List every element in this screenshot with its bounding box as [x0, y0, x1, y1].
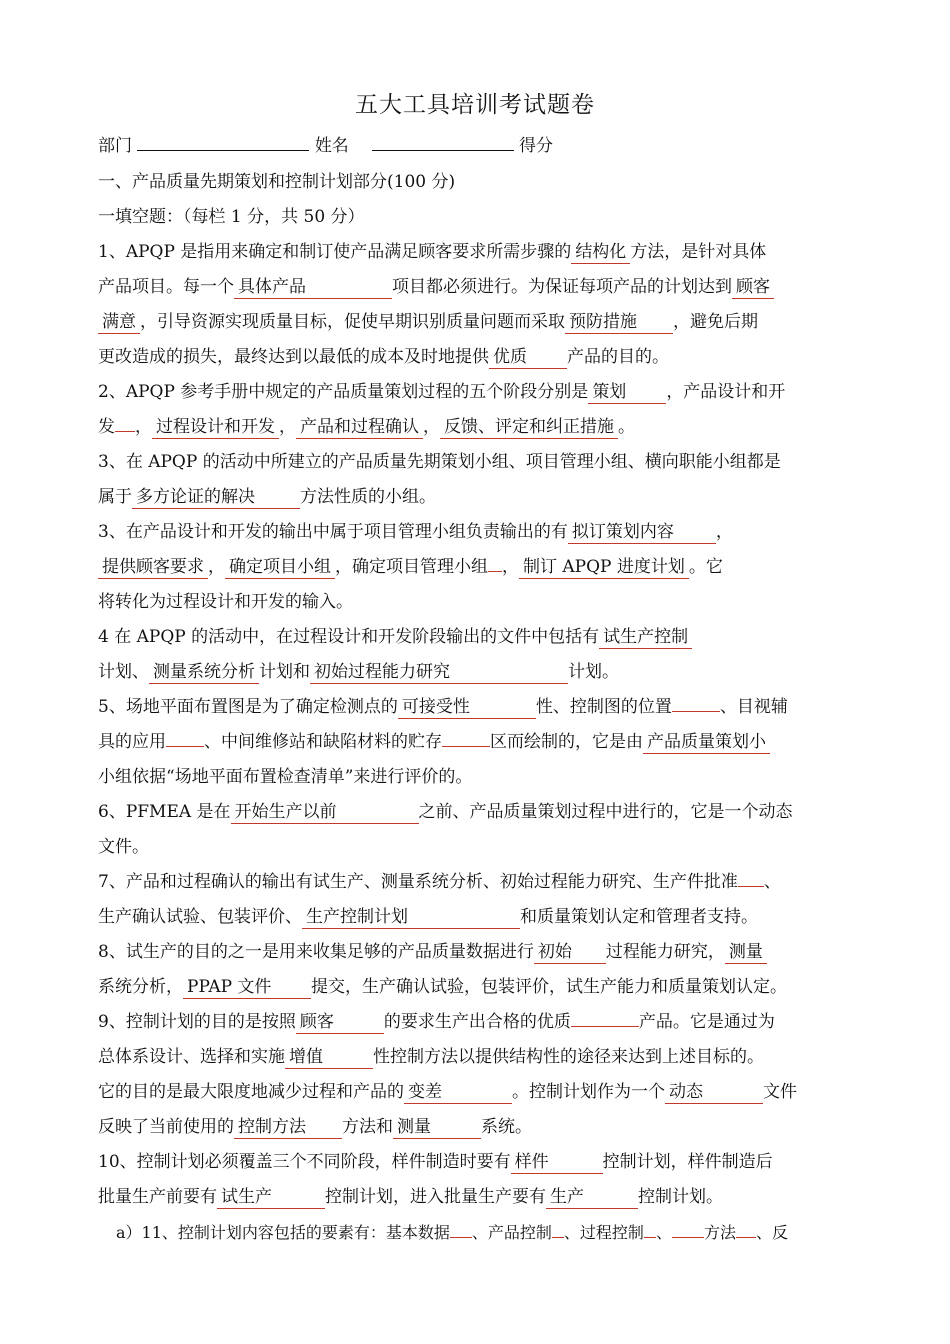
name-label: 姓名	[314, 136, 349, 156]
q9-line4: 反映了当前使用的 控制方法 方法和 测量 系统。	[98, 1117, 532, 1137]
answer: 制订 APQP 进度计划	[519, 556, 689, 579]
answer-blank	[644, 1237, 656, 1238]
answer-blank	[166, 746, 204, 747]
q8-line2: 系统分析， PPAP 文件 提交，生产确认试验，包装评价，试生产能力和质量策划认定。	[98, 977, 787, 997]
q10-line1: 10、控制计划必须覆盖三个不同阶段，样件制造时要有 样件 控制计划，样件制造后	[98, 1152, 773, 1172]
answer: 试生产控制	[599, 626, 692, 649]
fill-intro: 一填空题：（每栏 1 分，共 50 分）	[98, 207, 365, 227]
q11-line1: a）11、控制计划内容包括的要素有：基本数据 、产品控制 、过程控制 、 方法 、反	[116, 1223, 788, 1242]
answer-blank	[488, 571, 502, 572]
answer: 生产	[546, 1186, 638, 1209]
q7-line1: 7、产品和过程确认的输出有试生产、测量系统分析、初始过程能力研究、生产件批准 、	[98, 872, 781, 892]
answer: 过程设计和开发	[152, 416, 279, 439]
q9-line1: 9、控制计划的目的是按照 顾客 的要求生产出合格的优质 产品。它是通过为	[98, 1012, 775, 1032]
answer-blank	[738, 886, 764, 887]
answer: 反馈、评定和纠正措施	[440, 416, 618, 439]
answer: 确定项目小组	[225, 556, 335, 579]
q2-line1: 2、APQP 参考手册中规定的产品质量策划过程的五个阶段分别是 策划 ，产品设计和开	[98, 382, 786, 402]
q6-line2: 文件。	[98, 837, 149, 857]
answer: 生产控制计划	[302, 906, 520, 929]
answer-blank	[115, 431, 135, 432]
answer-blank	[552, 1237, 564, 1238]
answer: 结构化	[571, 241, 630, 264]
answer: 试生产	[217, 1186, 325, 1209]
q4-line1: 4 在 APQP 的活动中，在过程设计和开发阶段输出的文件中包括有 试生产控制	[98, 622, 858, 652]
answer: 开始生产以前	[231, 801, 419, 824]
answer: 动态	[665, 1081, 763, 1104]
dept-field[interactable]	[137, 150, 309, 151]
q3b-line3: 将转化为过程设计和开发的输入。	[98, 592, 353, 612]
answer-blank	[450, 1237, 472, 1238]
q1-line3: 满意 ，引导资源实现质量目标，促使早期识别质量问题而采取 预防措施 ，避免后期	[98, 307, 858, 337]
answer: 产品质量策划小	[643, 731, 770, 754]
answer: 满意	[98, 311, 140, 334]
q10-line2: 批量生产前要有 试生产 控制计划，进入批量生产要有 生产 控制计划。	[98, 1187, 723, 1207]
q7-line2: 生产确认试验、包装评价、 生产控制计划 和质量策划认定和管理者支持。	[98, 907, 758, 927]
answer: 预防措施	[565, 311, 673, 334]
answer: 控制方法	[234, 1116, 342, 1139]
name-field[interactable]	[372, 150, 514, 151]
answer: PPAP 文件	[183, 976, 311, 999]
answer: 可接受性	[398, 696, 536, 719]
q5-line1: 5、场地平面布置图是为了确定检测点的 可接受性 性、控制图的位置 、目视辅	[98, 697, 788, 717]
q3b-line2: 提供顾客要求 ， 确定项目小组 ，确定项目管理小组 ， 制订 APQP 进度计划 。它	[98, 552, 858, 582]
answer-blank	[571, 1026, 639, 1027]
q9-line2: 总体系设计、选择和实施 增值 性控制方法以提供结构性的途径来达到上述目标的。	[98, 1047, 764, 1067]
q5-line2: 具的应用 、中间维修站和缺陷材料的贮存 区而绘制的，它是由 产品质量策划小	[98, 727, 858, 757]
answer: 提供顾客要求	[98, 556, 208, 579]
answer: 拟订策划内容	[568, 521, 716, 544]
q9-line3: 它的目的是最大限度地减少过程和产品的 变差 。控制计划作为一个 动态 文件	[98, 1082, 797, 1102]
q4-line2: 计划、 测量系统分析 计划和 初始过程能力研究 计划。	[98, 662, 619, 682]
answer: 变差	[404, 1081, 512, 1104]
answer: 增值	[285, 1046, 373, 1069]
answer-blank	[442, 746, 490, 747]
answer: 策划	[588, 381, 666, 404]
q5-line3: 小组依据“场地平面布置检查清单”来进行评价的。	[98, 767, 473, 787]
answer: 初始过程能力研究	[310, 661, 568, 684]
q3a-line1: 3、在 APQP 的活动中所建立的产品质量先期策划小组、项目管理小组、横向职能小组都是	[98, 452, 781, 472]
q1-line4: 更改造成的损失，最终达到以最低的成本及时地提供 优质 产品的目的。	[98, 347, 669, 367]
score-label: 得分	[519, 136, 554, 156]
q1-line1: 1、APQP 是指用来确定和制订使产品满足顾客要求所需步骤的 结构化 方法，是针对具体	[98, 242, 767, 262]
answer: 初始	[534, 941, 606, 964]
answer: 优质	[489, 346, 567, 369]
answer: 具体产品	[234, 276, 392, 299]
answer-blank	[672, 1237, 704, 1238]
q2-line2: 发 ， 过程设计和开发 ， 产品和过程确认 ， 反馈、评定和纠正措施 。	[98, 417, 635, 437]
q1-line2: 产品项目。每一个 具体产品 项目都必须进行。为保证每项产品的计划达到 顾客	[98, 272, 858, 302]
dept-label: 部门	[98, 136, 132, 156]
answer-blank	[736, 1237, 756, 1238]
answer: 多方论证的解决	[132, 486, 300, 509]
q6-line1: 6、PFMEA 是在 开始生产以前 之前、产品质量策划过程中进行的，它是一个动态	[98, 802, 793, 822]
q3a-line2: 属于 多方论证的解决 方法性质的小组。	[98, 487, 436, 507]
page-title: 五大工具培训考试题卷	[355, 92, 595, 118]
answer: 样件	[511, 1151, 603, 1174]
answer: 测量	[393, 1116, 481, 1139]
q8-line1: 8、试生产的目的之一是用来收集足够的产品质量数据进行 初始 过程能力研究， 测量	[98, 937, 858, 967]
answer-blank	[672, 711, 720, 712]
answer: 测量	[725, 941, 767, 964]
header-fields	[98, 131, 858, 161]
answer: 产品和过程确认	[296, 416, 423, 439]
answer: 测量系统分析	[149, 661, 259, 684]
section-heading: 一、产品质量先期策划和控制计划部分(100 分)	[98, 172, 456, 192]
answer: 顾客	[296, 1011, 384, 1034]
answer: 顾客	[732, 276, 774, 299]
q3b-line1: 3、在产品设计和开发的输出中属于项目管理小组负责输出的有 拟订策划内容 ，	[98, 522, 733, 542]
